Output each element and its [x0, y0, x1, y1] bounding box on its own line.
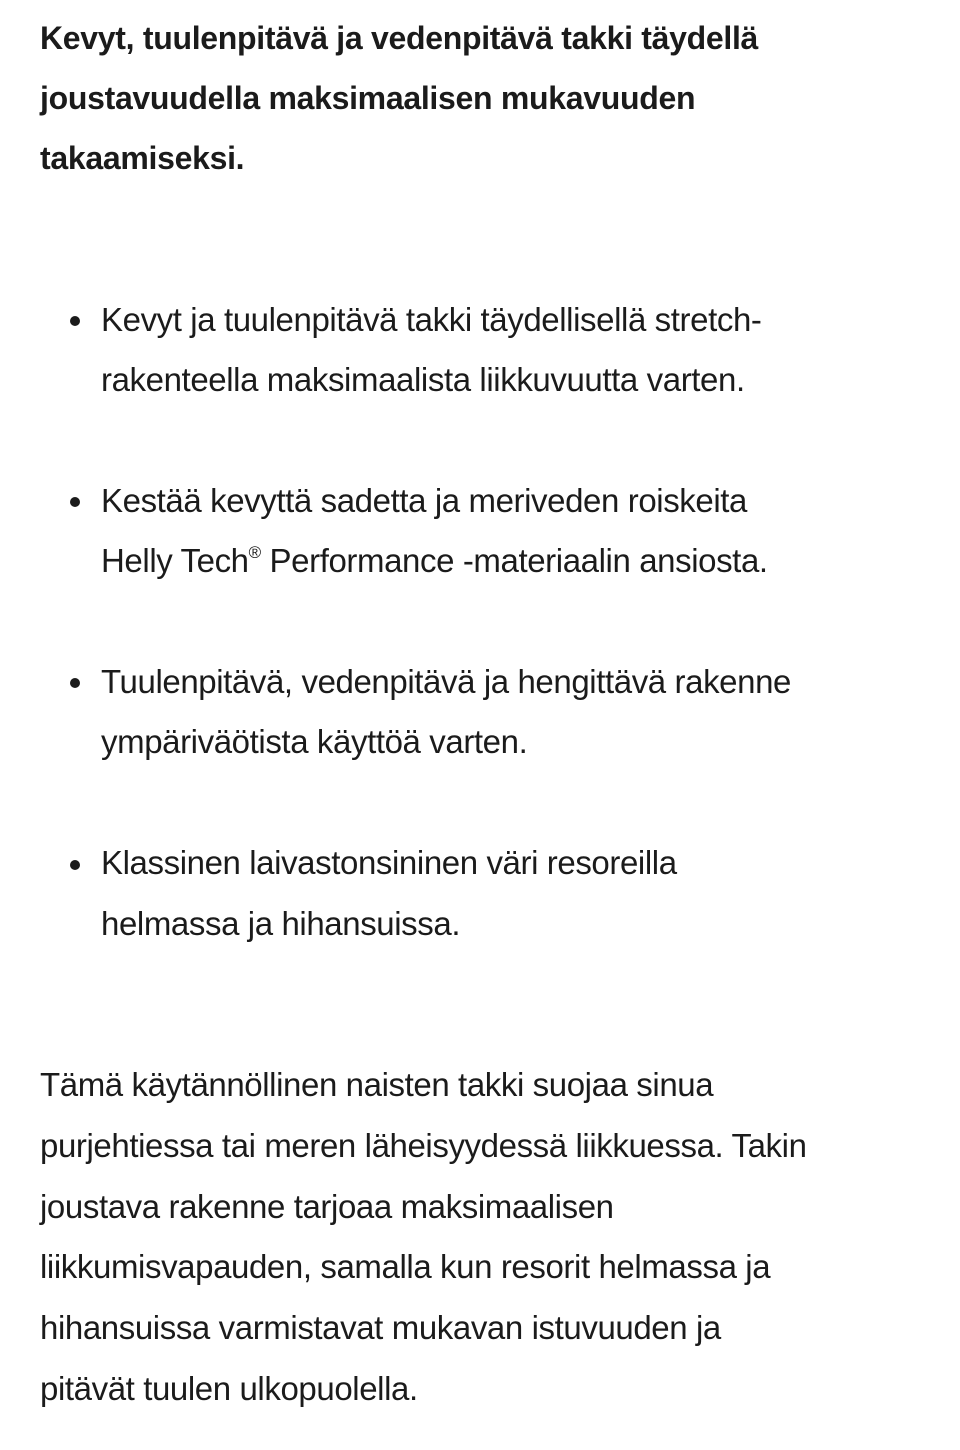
paragraph-line: liikkumisvapauden, samalla kun resorit helmassa ja: [40, 1248, 771, 1285]
paragraph-line: purjehtiessa tai meren läheisyydessä liikkuessa. Takin: [40, 1127, 807, 1164]
feature-text: helmassa ja hihansuissa.: [101, 905, 461, 942]
paragraph-line: joustava rakenne tarjoaa maksimaalisen: [40, 1188, 614, 1225]
feature-text: Tuulenpitävä, vedenpitävä ja hengittävä rakenne: [101, 663, 791, 700]
paragraph-line: hihansuissa varmistavat mukavan istuvuuden ja: [40, 1309, 721, 1346]
heading-line: Kevyt, tuulenpitävä ja vedenpitävä takki täydellä: [40, 20, 759, 56]
paragraph-line: Tämä käytännöllinen naisten takki suojaa sinua: [40, 1066, 714, 1103]
feature-text: [101, 531, 768, 591]
feature-text: rakenteella maksimaalista liikkuvuutta varten.: [101, 361, 745, 398]
feature-text: Kevyt ja tuulenpitävä takki täydellisellä stretch-: [101, 301, 762, 338]
bullet-icon: [70, 316, 80, 326]
bullet-icon: [70, 497, 80, 507]
feature-text: Kestää kevyttä sadetta ja meriveden roiskeita: [101, 482, 748, 519]
feature-text: ympäriväötista käyttöä varten.: [101, 723, 528, 760]
registered-mark: ®: [248, 543, 261, 562]
heading-line: takaamiseksi.: [40, 140, 245, 176]
bullet-icon: [70, 860, 80, 870]
heading-line: joustavuudella maksimaalisen mukavuuden: [40, 80, 696, 116]
paragraph-line: pitävät tuulen ulkopuolella.: [40, 1370, 418, 1407]
brand-name: Helly Tech: [101, 542, 249, 579]
feature-text-rest: Performance -materiaalin ansiosta.: [260, 542, 768, 579]
feature-text: Klassinen laivastonsininen väri resoreilla: [101, 844, 677, 881]
bullet-icon: [70, 678, 80, 688]
